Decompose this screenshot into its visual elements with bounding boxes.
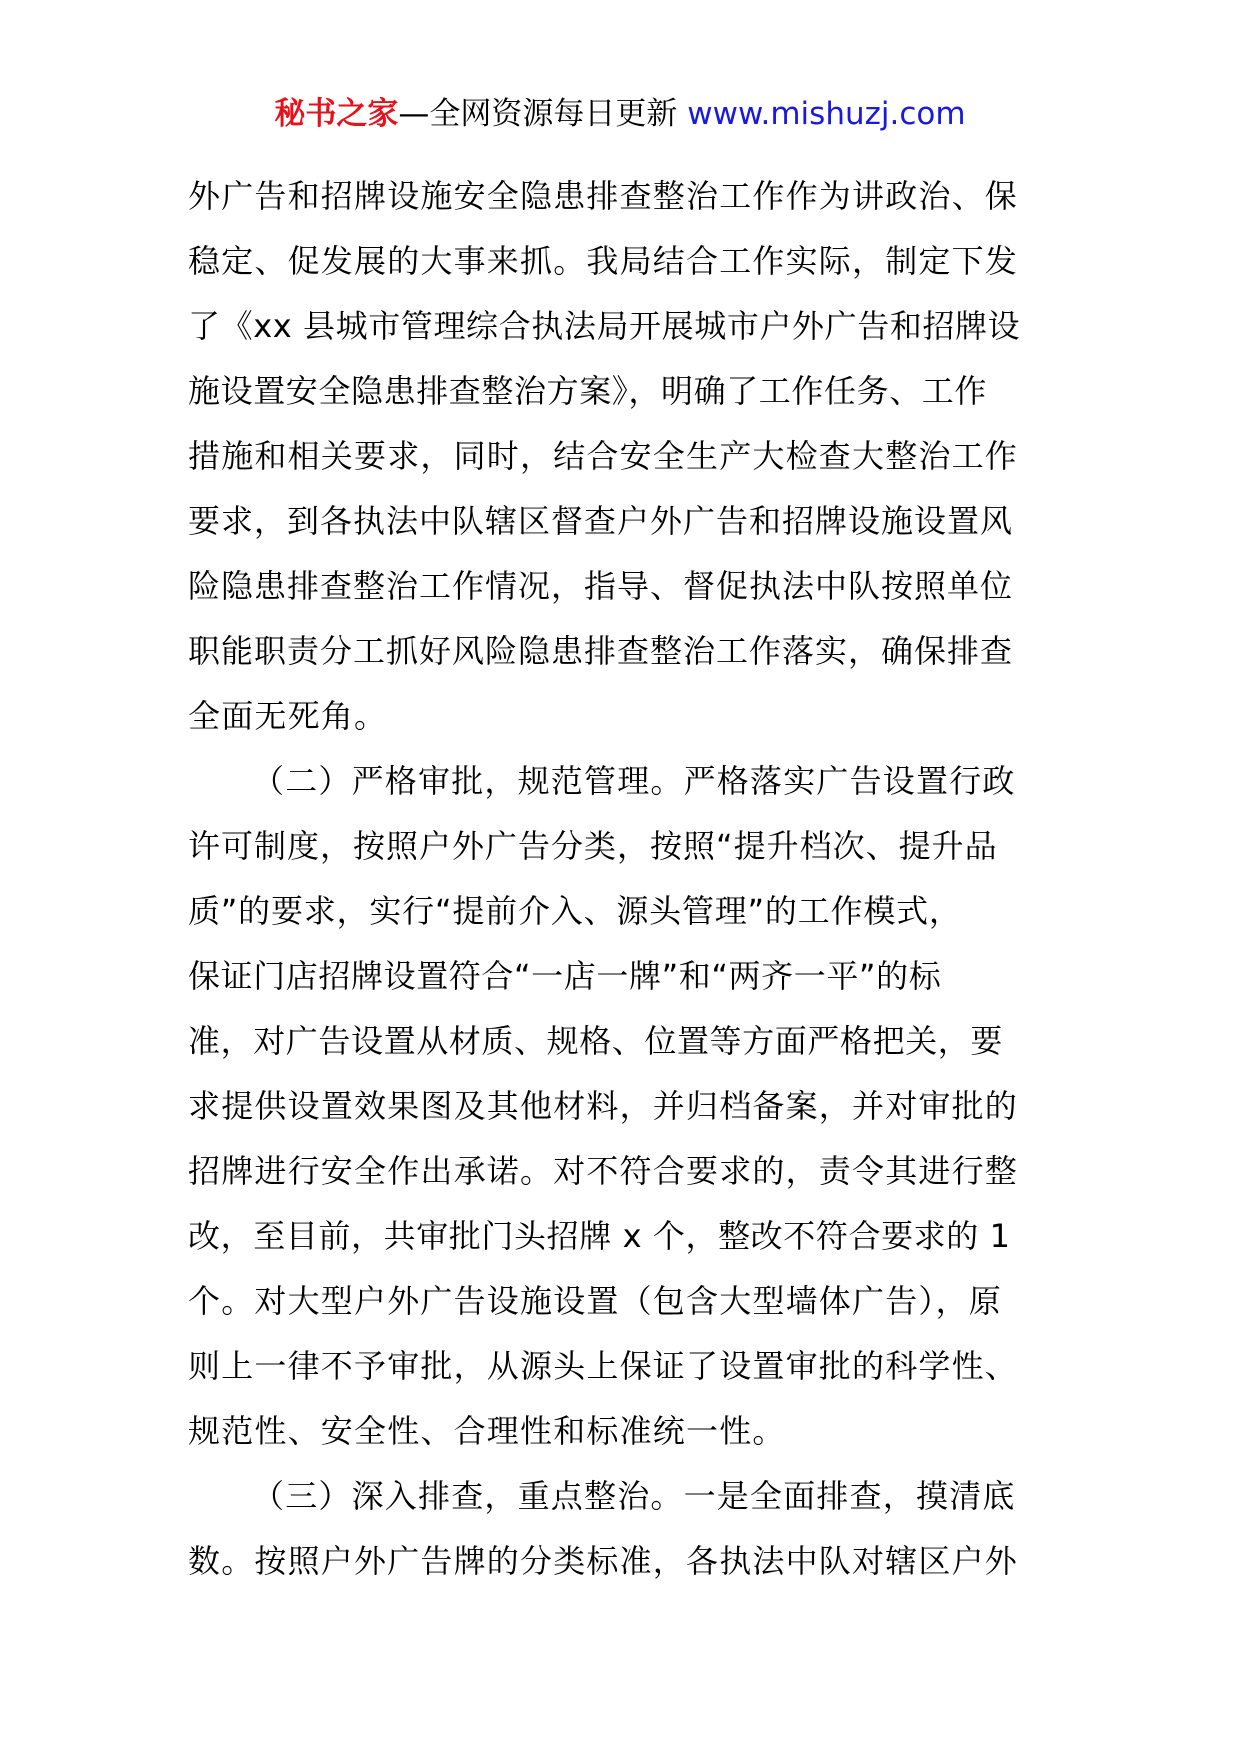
- text-line: 保证门店招牌设置符合“一店一牌”和“两齐一平”的标: [188, 957, 942, 995]
- text-line: 个。对大型户外广告设施设置（包含大型墙体广告），原: [188, 1282, 1003, 1320]
- text-line: 求提供设置效果图及其他材料，并归档备案，并对审批的: [188, 1087, 1019, 1125]
- text-line: 稳定、促发展的大事来抓。我局结合工作实际，制定下发: [188, 242, 1019, 280]
- paragraph-start-line: （二）严格审批，规范管理。严格落实广告设置行政: [252, 762, 1016, 800]
- text-line: 全面无死角。: [188, 697, 388, 735]
- text-line: 改，至目前，共审批门头招牌 x 个，整改不符合要求的 1: [188, 1217, 1011, 1255]
- text-line: 施设置安全隐患排查整治方案》，明确了工作任务、工作: [188, 372, 988, 410]
- text-line: 许可制度，按照户外广告分类，按照“提升档次、提升品: [188, 827, 998, 865]
- text-line: 准，对广告设置从材质、规格、位置等方面严格把关，要: [188, 1022, 1004, 1060]
- brand-name: 秘书之家: [274, 96, 399, 132]
- site-url-link[interactable]: www.mishuzj.com: [687, 96, 966, 132]
- text-line: 措施和相关要求，同时，结合安全生产大检查大整治工作: [188, 437, 1019, 475]
- text-line: 规范性、安全性、合理性和标准统一性。: [188, 1412, 786, 1450]
- text-line: 则上一律不予审批，从源头上保证了设置审批的科学性、: [188, 1347, 1019, 1385]
- text-line: 质”的要求，实行“提前介入、源头管理”的工作模式，: [188, 892, 962, 930]
- text-line: 险隐患排查整治工作情况，指导、督促执法中队按照单位: [188, 567, 1014, 605]
- page-header: [0, 94, 1240, 134]
- text-line: 招牌进行安全作出承诺。对不符合要求的，责令其进行整: [188, 1152, 1019, 1190]
- text-line: 外广告和招牌设施安全隐患排查整治工作作为讲政治、保: [188, 177, 1019, 215]
- text-line: 了《xx 县城市管理综合执法局开展城市户外广告和招牌设: [188, 307, 1021, 345]
- header-slogan: —全网资源每日更新: [398, 96, 688, 132]
- text-line: 要求，到各执法中队辖区督查户外广告和招牌设施设置风: [188, 502, 1014, 540]
- document-body: [188, 164, 1056, 1594]
- paragraph-start-line: （三）深入排查，重点整治。一是全面排查，摸清底: [252, 1477, 1016, 1515]
- text-line: 职能职责分工抓好风险隐患排查整治工作落实，确保排查: [188, 632, 1014, 670]
- text-line: 数。按照户外广告牌的分类标准，各执法中队对辖区户外: [188, 1542, 1019, 1580]
